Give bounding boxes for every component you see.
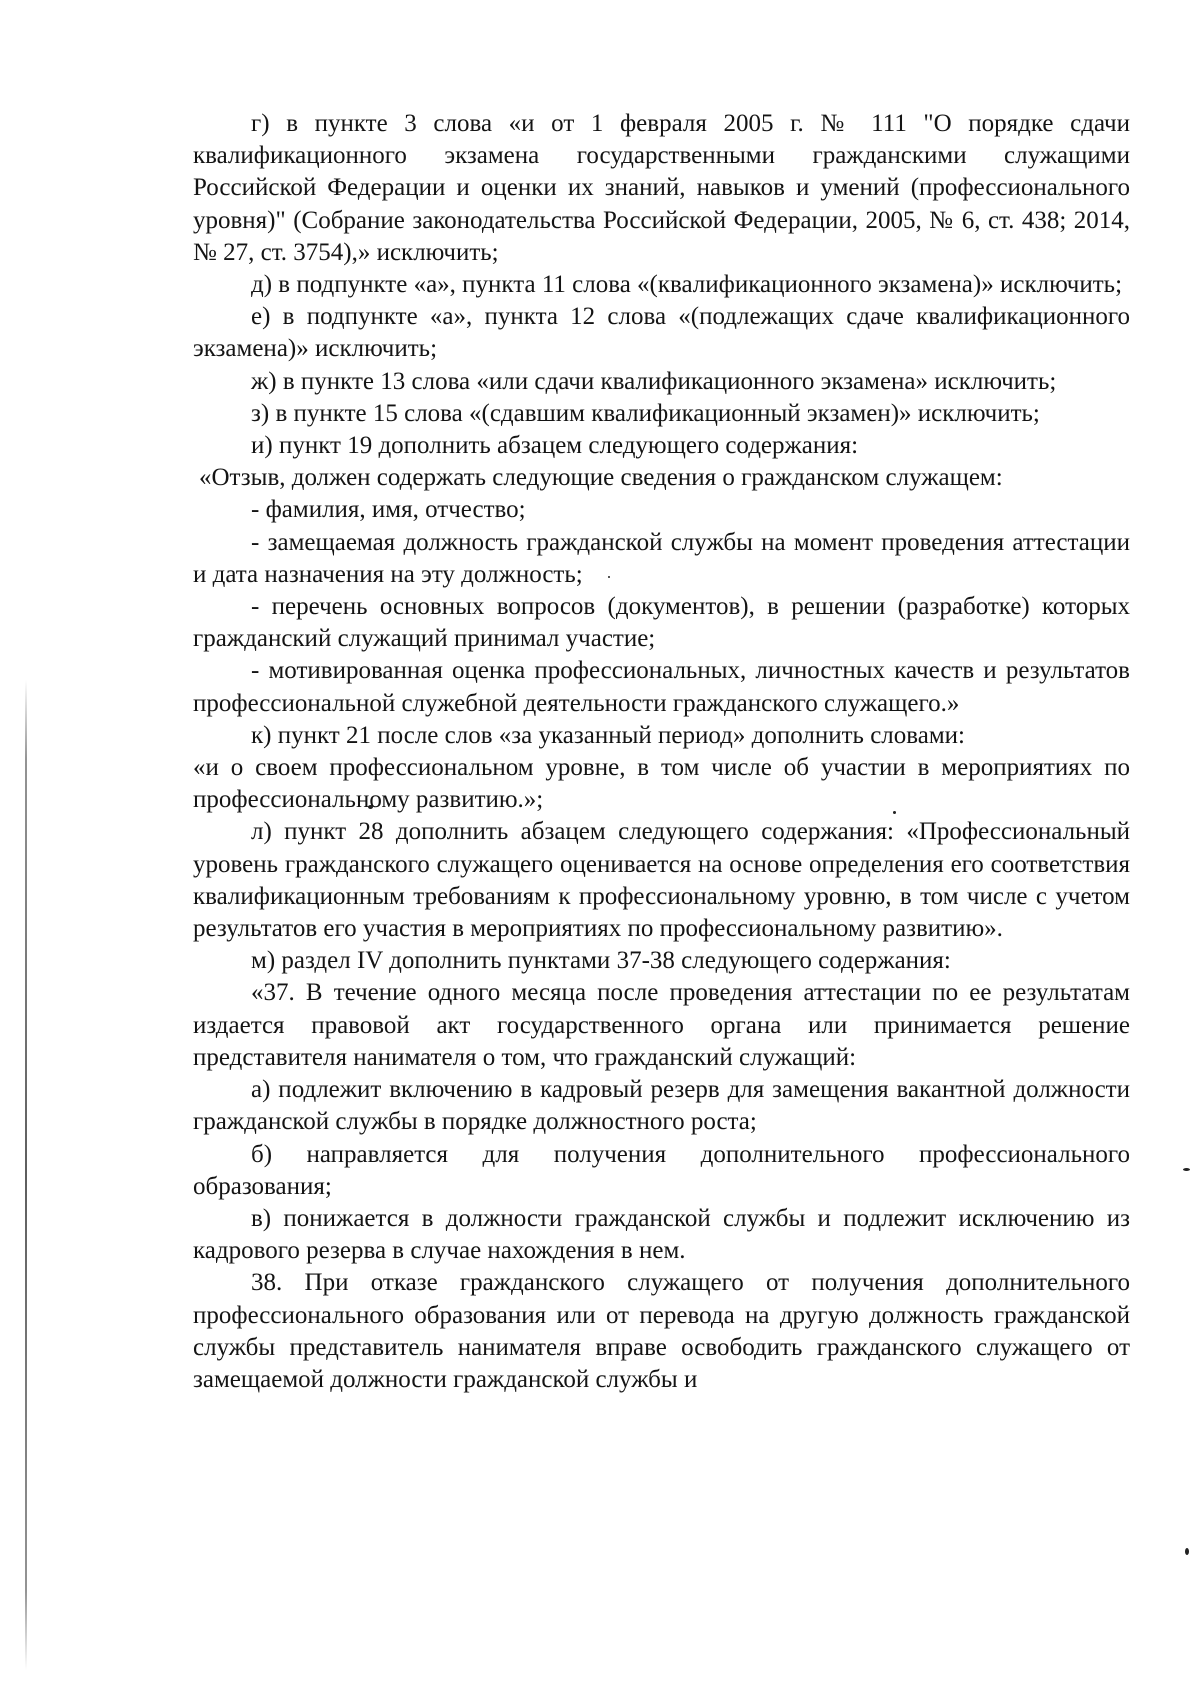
- paragraph-i: и) пункт 19 дополнить абзацем следующего содержания:: [251, 432, 859, 460]
- scan-speck: [1183, 1168, 1190, 1171]
- document-body: [193, 108, 1130, 1396]
- paragraph-37-a: а) подлежит включению в кадровый резерв для замещения вакантной должности гражданской службы в порядке должностного роста;: [193, 1076, 1130, 1136]
- paragraph-k-quote: «и о своем профессиональном уровне, в том числе об участии в мероприятиях по профессиональному развитию.»;: [193, 754, 1130, 814]
- paragraph-g: г) в пункте 3 слова «и от 1 февраля 2005 г. № 111 "О порядке сдачи квалификационного экзамена государственными гражданскими служащими Российской Федерации и оценки их знаний, навыков и умений (профессионального уровня)" (Собрание законодательства Российской Федерации, 2005, № 6, ст. 438; 2014, № 27, ст. 3754),» исключить;: [193, 110, 1130, 266]
- paragraph-m: м) раздел IV дополнить пунктами 37-38 следующего содержания:: [251, 947, 951, 975]
- paragraph-d: д) в подпункте «а», пункта 11 слова «(квалификационного экзамена)» исключить;: [251, 271, 1123, 299]
- paragraph-38: 38. При отказе гражданского служащего от получения дополнительного профессионального образования или от перевода на другую должность гражданской службы представитель нанимателя вправе освободить гражданского служащего от замещаемой должности гражданской службы и: [193, 1269, 1130, 1393]
- scan-edge-line: [25, 680, 27, 1670]
- list-item-name: - фамилия, имя, отчество;: [251, 496, 526, 524]
- paragraph-e: е) в подпункте «а», пункта 12 слова «(подлежащих сдаче квалификационного экзамена)» исключить;: [193, 303, 1130, 363]
- paragraph-l: л) пункт 28 дополнить абзацем следующего содержания: «Профессиональный уровень гражданского служащего оценивается на основе определения его соответствия квалификационным требованиям к профессиональному уровню, в том числе с учетом результатов его участия в мероприятиях по профессиональному развитию».: [193, 818, 1130, 943]
- paragraph-k: к) пункт 21 после слов «за указанный период» дополнить словами:: [251, 721, 965, 749]
- scan-speck: [1185, 1548, 1189, 1555]
- list-item-position: - замещаемая должность гражданской службы на момент проведения аттестации и дата назначения на эту должность;: [193, 528, 1130, 588]
- paragraph-37: «37. В течение одного месяца после проведения аттестации по ее результатам издается правовой акт государственного органа или принимается решение представителя нанимателя о том, что гражданский служащий:: [193, 979, 1130, 1071]
- list-item-questions: - перечень основных вопросов (документов), в решении (разработке) которых гражданский служащий принимал участие;: [193, 593, 1130, 653]
- paragraph-37-v: в) понижается в должности гражданской службы и подлежит исключению из кадрового резерва в случае нахождения в нем.: [193, 1204, 1130, 1265]
- paragraph-z: з) в пункте 15 слова «(сдавшим квалификационный экзамен)» исключить;: [251, 399, 1040, 427]
- paragraph-review-intro: «Отзыв, должен содержать следующие сведения о гражданском служащем:: [199, 464, 1003, 492]
- paragraph-37-b: б) направляется для получения дополнительного профессионального образования;: [193, 1140, 1130, 1200]
- paragraph-zh: ж) в пункте 13 слова «или сдачи квалификационного экзамена» исключить;: [251, 367, 1057, 395]
- list-item-assessment: - мотивированная оценка профессиональных, личностных качеств и результатов профессиональной служебной деятельности гражданского служащего.»: [193, 657, 1130, 717]
